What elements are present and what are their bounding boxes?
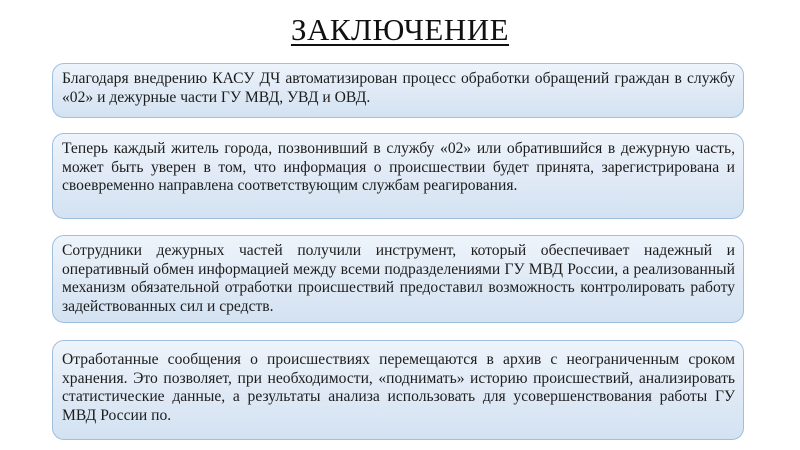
conclusion-box-staff-tool bbox=[52, 235, 744, 323]
conclusion-box-archive bbox=[52, 340, 744, 440]
conclusion-box-citizens bbox=[52, 133, 744, 219]
slide-title bbox=[0, 12, 800, 48]
conclusion-text-archive: Отработанные сообщения о происшествиях перемещаются в архив с неограниченным сроком хранения. Это позволяет, при необходимости, «поднимать» историю происшествий, анализировать статистические данные, а результаты анализа использовать для усовершенствования работы ГУ МВД России по. bbox=[62, 351, 735, 424]
conclusion-text-automation: Благодаря внедрению КАСУ ДЧ автоматизирован процесс обработки обращений граждан в службу «02» и дежурные части ГУ МВД, УВД и ОВД. bbox=[62, 70, 735, 106]
conclusion-text-staff-tool: Сотрудники дежурных частей получили инструмент, который обеспечивает надежный и оперативный обмен информацией между всеми подразделениями ГУ МВД России, а реализованный механизм обязательной отработки происшествий предоставил возможность контролировать работу задействованных сил и средств. bbox=[62, 242, 735, 315]
conclusion-text-citizens: Теперь каждый житель города, позвонивший в службу «02» или обратившийся в дежурную часть, может быть уверен в том, что информация о происшествии будет принята, зарегистрирована и своевременно направлена соответствующим службам реагирования. bbox=[62, 140, 735, 195]
slide-title-text: ЗАКЛЮЧЕНИЕ bbox=[290, 12, 510, 47]
conclusion-box-automation bbox=[52, 63, 744, 118]
